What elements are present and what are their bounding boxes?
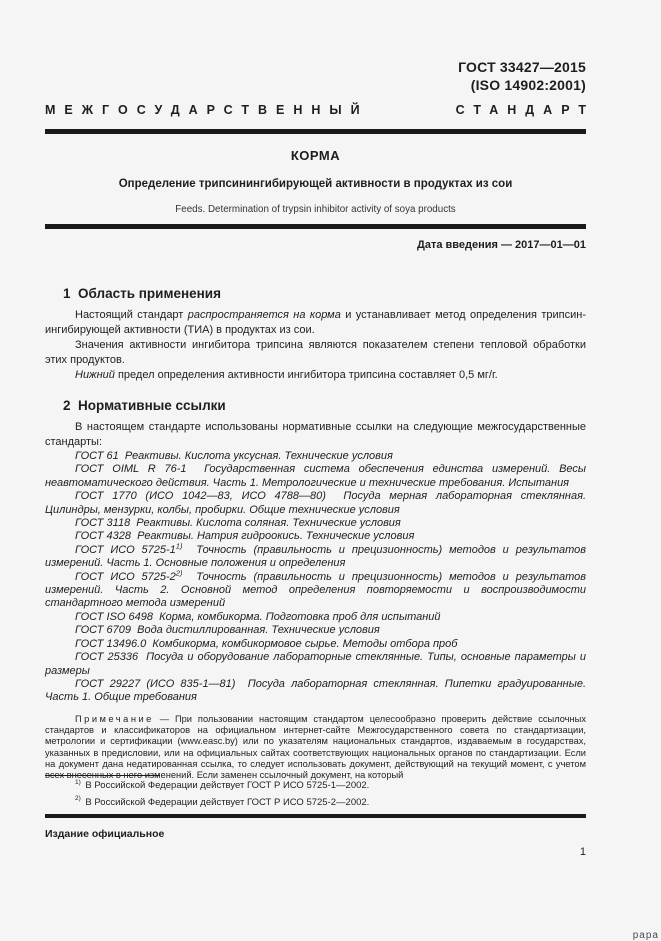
title-english: Feeds. Determination of trypsin inhibitor activity of soya products <box>175 204 456 215</box>
reference-item <box>45 450 586 463</box>
text-run: и устанавливает метод определения трипсин-ингибирующей активности (ТИА) в продуктах из сои. <box>45 309 586 336</box>
text-run: ГОСТ 61 Реактивы. Кислота уксусная. Технические условия <box>75 450 393 462</box>
text-run: ГОСТ 4328 Реактивы. Натрия гидроокись. Технические условия <box>75 530 415 543</box>
document-sections <box>45 285 586 782</box>
footnote: $^{1)}$ В Российской Федерации действует ГОСТ Р ИСО 5725-1—2002. <box>75 778 370 791</box>
reference-item <box>45 568 586 611</box>
footer-area <box>45 770 586 859</box>
page-number: 1 <box>579 846 586 858</box>
footnote: $^{2)}$ В Российской Федерации действует ГОСТ Р ИСО 5725-2—2002. <box>75 795 370 808</box>
paragraph <box>45 368 586 383</box>
footnotes <box>45 778 586 811</box>
footnote-marker: 1) <box>175 541 183 551</box>
text-run: распространяется на корма <box>187 309 341 321</box>
footnote-marker: 2) <box>75 795 81 803</box>
section-heading: 2 Нормативные ссылки <box>63 398 226 413</box>
reference-item <box>45 490 586 517</box>
text-run: — При пользовании настоящим стандартом целесообразно проверить действие ссылочных стандартов и классификаторов на официальном интернет-сайте Межгосударственного совета по стандартизации, метрологии и сертификации (www.easc.by) или по указателям национальных стандартов, издаваемым в государствах, указанных в предисловии, или на официальных сайтах соответствующих национальных органов по стандартизации. Если на документ дана недатированная ссылка, то следует использовать документ, действующий на текущий момент, с учетом всех внесенных в него изменений. Если заменен ссылочный документ, на который <box>45 713 586 781</box>
rule-bottom <box>45 814 586 818</box>
section-1 <box>45 285 586 383</box>
reference-item <box>45 678 586 705</box>
text-run: ГОСТ 6709 Вода дистиллированная. Технические условия <box>75 624 380 637</box>
text-run: ГОСТ 1770 (ИСО 1042—83, ИСО 4788—80) Посуда мерная лабораторная стеклянная. Цилиндры, мензурки, колбы, пробирки. Общие технические условия <box>45 490 586 516</box>
text-run: В настоящем стандарте использованы нормативные ссылки на следующие межгосударственные стандарты: <box>45 421 586 448</box>
text-run: Точность (правильность и прецизионность) методов и результатов измерений. Часть 1. Основные положения и определения <box>45 543 586 570</box>
page-content <box>45 0 595 782</box>
text-run: Примечание <box>75 713 154 724</box>
reference-item <box>45 463 586 490</box>
effective-date: Дата введения — 2017—01—01 <box>417 239 586 251</box>
text-run: Нижний <box>75 369 115 381</box>
reference-item <box>45 611 586 624</box>
footnote-marker: 1) <box>75 778 81 786</box>
text-run: ГОСТ ISO 6498 Корма, комбикорма. Подготовка проб для испытаний <box>75 610 441 623</box>
reference-item <box>45 541 586 571</box>
rule-middle <box>45 224 586 229</box>
text-run: Точность (правильность и прецизионность) методов и результатов измерений. Часть 2. Основной метод определения повторяемости и воспроизводимости стандартного метода измерений <box>45 570 586 610</box>
text-run: ГОСТ ИСО 5725-1 <box>75 543 176 556</box>
reference-item <box>45 638 586 651</box>
reference-item <box>45 651 586 678</box>
paragraph <box>45 338 586 368</box>
iso-reference: (ISO 14902:2001) <box>470 77 586 93</box>
standard-type-word: МЕЖГОСУДАРСТВЕННЫЙ <box>45 103 369 117</box>
text-run: ГОСТ 25336 Посуда и оборудование лабораторные стеклянные. Типы, основные параметры и размеры <box>45 651 586 677</box>
text-run: ГОСТ ИСО 5725-2 <box>75 570 176 583</box>
text-run: ГОСТ 29227 (ИСО 835-1—81) Посуда лабораторная стеклянная. Пипетки градуированные. Часть 1. Общие требования <box>45 677 586 704</box>
text-run: Значения активности ингибитора трипсина являются показателем степени тепловой обработки этих продуктов. <box>45 339 586 366</box>
footnote-marker: 2) <box>175 568 183 577</box>
section-2 <box>45 397 586 782</box>
reference-item <box>45 530 586 543</box>
rule-top <box>45 129 586 134</box>
paragraph <box>45 308 586 338</box>
text-run: ГОСТ OIML R 76-1 Государственная система обеспечения единства измерений. Весы неавтоматического действия. Часть 1. Метрологические и технические требования. Испытания <box>45 463 586 489</box>
footnote-separator <box>45 775 160 776</box>
title-russian: Определение трипсинингибирующей активности в продуктах из сои <box>118 178 513 190</box>
text-run: ГОСТ 13496.0 Комбикорма, комбикормовое сырье. Методы отбора проб <box>75 637 458 650</box>
edition-note: Издание официальное <box>45 828 165 840</box>
corner-artifact: рара <box>632 930 659 941</box>
text-run: ГОСТ 3118 Реактивы. Кислота соляная. Технические условия <box>75 517 401 530</box>
standard-type <box>45 103 595 117</box>
text-run: Настоящий стандарт <box>75 309 188 321</box>
standard-type-word: СТАНДАРТ <box>455 103 595 117</box>
text-run: предел определения активности ингибитора трипсина составляет 0,5 мг/г. <box>114 369 498 381</box>
subject-title: КОРМА <box>290 148 341 163</box>
paragraph <box>45 420 586 450</box>
standard-designation: ГОСТ 33427—2015 <box>458 59 586 75</box>
reference-item <box>45 624 586 637</box>
section-heading: 1 Область применения <box>63 286 221 301</box>
reference-item <box>45 517 586 530</box>
document-header <box>45 0 586 94</box>
